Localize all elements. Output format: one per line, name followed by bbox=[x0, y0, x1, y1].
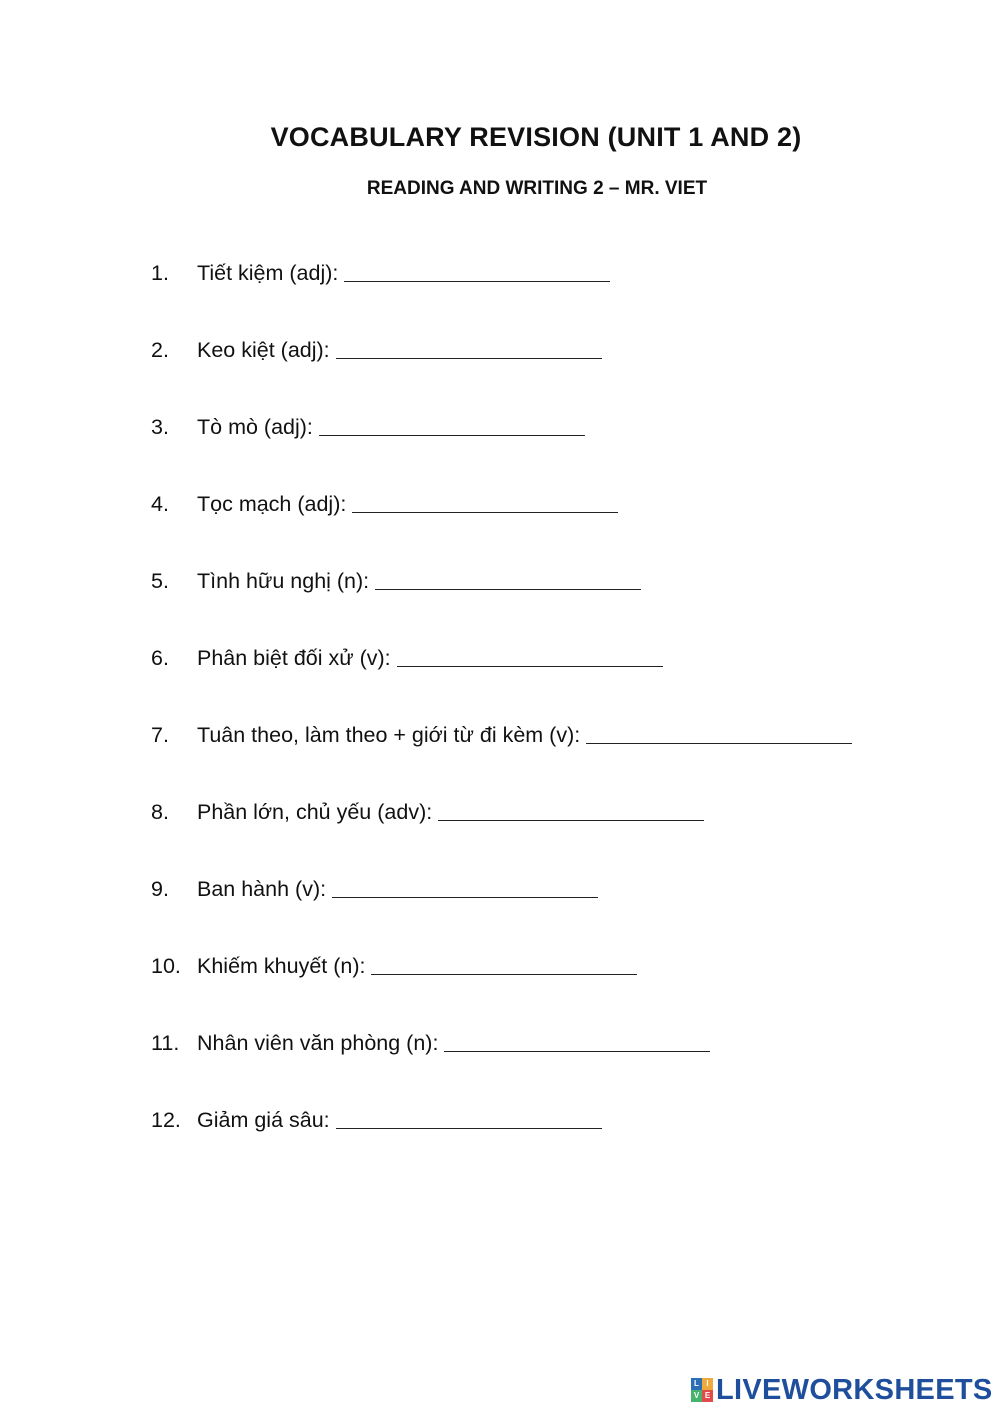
vocab-item-5 bbox=[151, 569, 641, 599]
item-number: 12. bbox=[151, 1108, 181, 1132]
vocab-item-9 bbox=[151, 877, 598, 907]
item-prompt: Tiết kiệm (adj): bbox=[197, 261, 339, 285]
logo-mark-icon bbox=[691, 1378, 713, 1402]
item-prompt: Phân biệt đối xử (v): bbox=[197, 646, 391, 670]
item-number: 9. bbox=[151, 877, 169, 901]
item-number: 10. bbox=[151, 954, 181, 978]
answer-input-3[interactable] bbox=[319, 435, 585, 436]
item-number: 2. bbox=[151, 338, 169, 362]
vocab-item-10 bbox=[151, 954, 637, 984]
item-number: 1. bbox=[151, 261, 169, 285]
answer-input-2[interactable] bbox=[336, 358, 602, 359]
vocab-item-7 bbox=[151, 723, 852, 753]
answer-input-7[interactable] bbox=[586, 743, 852, 744]
item-prompt: Tuân theo, làm theo + giới từ đi kèm (v): bbox=[197, 723, 581, 747]
answer-input-11[interactable] bbox=[444, 1051, 710, 1052]
vocab-item-2 bbox=[151, 338, 602, 368]
logo-mark-letter: I bbox=[702, 1378, 713, 1390]
answer-input-1[interactable] bbox=[344, 281, 610, 282]
item-prompt: Keo kiệt (adj): bbox=[197, 338, 330, 362]
answer-input-8[interactable] bbox=[438, 820, 704, 821]
logo-mark-letter: E bbox=[702, 1390, 713, 1402]
item-number: 4. bbox=[151, 492, 169, 516]
worksheet-subtitle: READING AND WRITING 2 – MR. VIET bbox=[366, 178, 708, 199]
vocab-item-4 bbox=[151, 492, 618, 522]
item-prompt: Ban hành (v): bbox=[197, 877, 327, 901]
item-prompt: Tọc mạch (adj): bbox=[197, 492, 347, 516]
item-number: 5. bbox=[151, 569, 169, 593]
liveworksheets-logo bbox=[691, 1373, 993, 1407]
item-number: 11. bbox=[151, 1031, 180, 1055]
item-prompt: Khiếm khuyết (n): bbox=[197, 954, 366, 978]
vocab-item-3 bbox=[151, 415, 585, 445]
vocab-item-6 bbox=[151, 646, 663, 676]
item-prompt: Tình hữu nghị (n): bbox=[197, 569, 370, 593]
answer-input-4[interactable] bbox=[352, 512, 618, 513]
item-number: 3. bbox=[151, 415, 169, 439]
worksheet-title: VOCABULARY REVISION (UNIT 1 AND 2) bbox=[270, 122, 802, 152]
item-prompt: Nhân viên văn phòng (n): bbox=[197, 1031, 439, 1055]
logo-mark-letter: V bbox=[691, 1390, 702, 1402]
vocab-item-1 bbox=[151, 261, 610, 291]
answer-input-12[interactable] bbox=[336, 1128, 602, 1129]
answer-input-6[interactable] bbox=[397, 666, 663, 667]
answer-input-5[interactable] bbox=[375, 589, 641, 590]
item-number: 7. bbox=[151, 723, 169, 747]
vocab-item-8 bbox=[151, 800, 704, 830]
vocab-item-12 bbox=[151, 1108, 602, 1138]
item-prompt: Tò mò (adj): bbox=[197, 415, 313, 439]
item-number: 6. bbox=[151, 646, 169, 670]
logo-mark-letter: L bbox=[691, 1378, 702, 1390]
answer-input-9[interactable] bbox=[332, 897, 598, 898]
item-prompt: Phần lớn, chủ yếu (adv): bbox=[197, 800, 433, 824]
item-number: 8. bbox=[151, 800, 169, 824]
logo-text: LIVEWORKSHEETS bbox=[716, 1373, 993, 1406]
vocab-item-11 bbox=[151, 1031, 710, 1061]
answer-input-10[interactable] bbox=[371, 974, 637, 975]
item-prompt: Giảm giá sâu: bbox=[197, 1108, 330, 1132]
